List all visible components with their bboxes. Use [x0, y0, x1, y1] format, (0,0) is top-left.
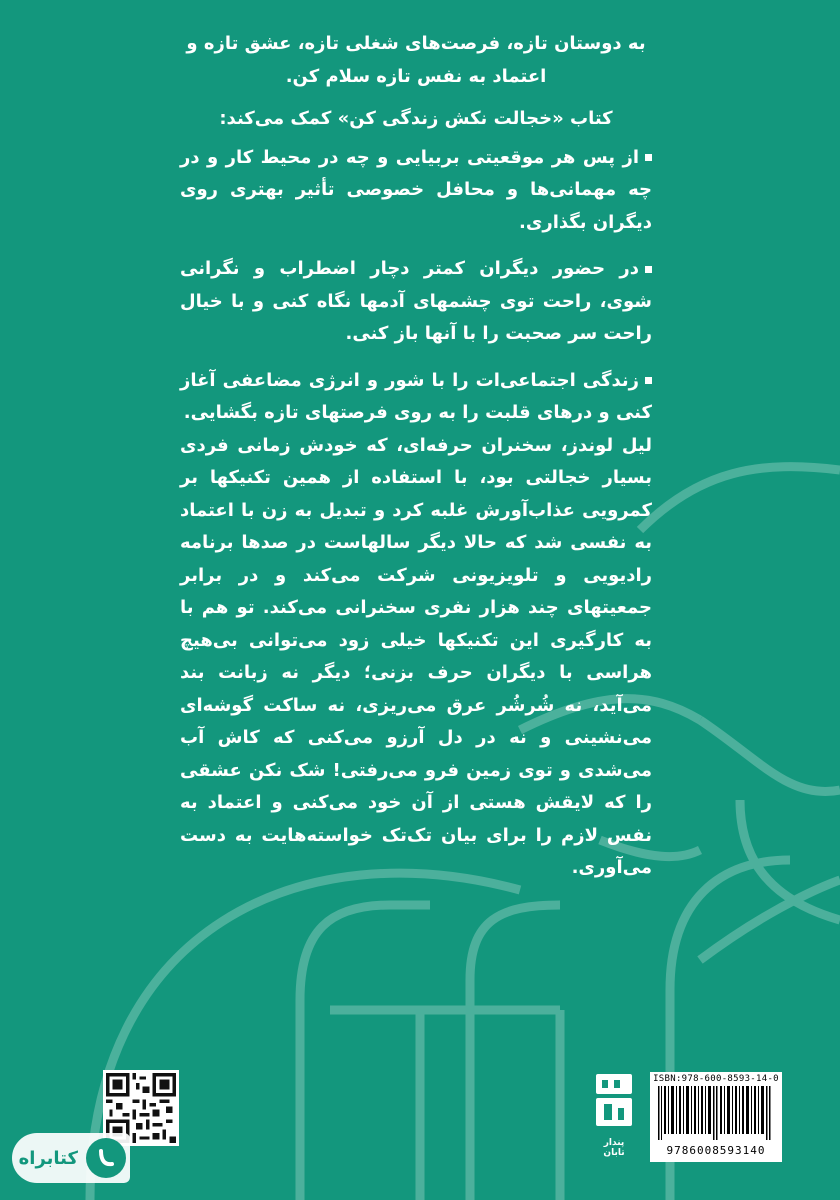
publisher-logo-icon — [594, 1072, 634, 1130]
bullet-text: در حضور دیگران کمتر دچار اضطراب و نگرانی شوی، راحت توی چشمهای آدمها نگاه کنی و با خیال راحت سر صحبت را با آنها باز کنی. — [180, 258, 652, 344]
publisher-mark — [594, 1072, 634, 1158]
bullet-item — [180, 365, 652, 430]
bullet-item — [180, 253, 652, 351]
ketabrah-logo-icon — [86, 1138, 126, 1178]
isbn-barcode — [650, 1072, 782, 1162]
bullet-square-icon — [645, 154, 652, 161]
isbn-label: ISBN:978-600-8593-14-0 — [653, 1074, 779, 1084]
intro-text: به دوستان تازه، فرصت‌های شغلی تازه، عشق تازه و اعتماد به نفس تازه سلام کن. — [186, 33, 646, 87]
bullet-square-icon — [645, 266, 652, 273]
bullet-item — [180, 142, 652, 240]
bullet-square-icon — [645, 377, 652, 384]
bullet-text: از پس هر موقعیتی بربیایی و چه در محیط کار و در چه مهمانی‌ها و محافل خصوصی تأثیر بهتری روی دیگران بگذاری. — [180, 146, 652, 233]
list-heading: کتاب «خجالت نکش زندگی کن» کمک می‌کند: — [219, 108, 613, 129]
barcode-number: 9786008593140 — [666, 1144, 766, 1157]
back-cover-text — [180, 28, 652, 885]
publisher-name: پندار تابان — [603, 1138, 625, 1158]
barcode-bars — [650, 1084, 782, 1140]
description-paragraph: لیل لوندز، سخنران حرفه‌ای، که خودش زمانی فردی بسیار خجالتی بود، با استفاده از همین تکنیکها بر کمرویی عذاب‌آورش غلبه کرد و تبدیل به زن با اعتماد به نفسی شد که حالا دیگر سالهاست در صدها برنامه رادیویی و تلویزیونی شرکت می‌کند و در برابر جمعیتهای چند هزار نفری سخنرانی می‌کند. تو هم با به کارگیری این تکنیکها خیلی زود می‌توانی بی‌هیچ هراسی با دیگران حرف بزنی؛ دیگر نه زبانت بند می‌آید، نه شُرشُر عرق می‌ریزی، نه ساکت گوشه‌ای می‌نشینی و نه در دل آرزو می‌کنی که کاش آب می‌شدی و توی زمین فرو می‌رفتی! شک نکن عشقی را که لایقش هستی از آن خود می‌کنی و اعتماد به نفس لازم را برای بیان تک‌تک خواسته‌هایت به دست می‌آوری. — [180, 434, 652, 878]
watermark-text: کتابراه — [18, 1147, 78, 1169]
bullet-text: زندگی اجتماعی‌ات را با شور و انرژی مضاعفی آغاز کنی و درهای قلبت را به روی فرصتهای تازه بگشایی. — [180, 369, 652, 423]
ketabrah-watermark — [12, 1133, 130, 1183]
